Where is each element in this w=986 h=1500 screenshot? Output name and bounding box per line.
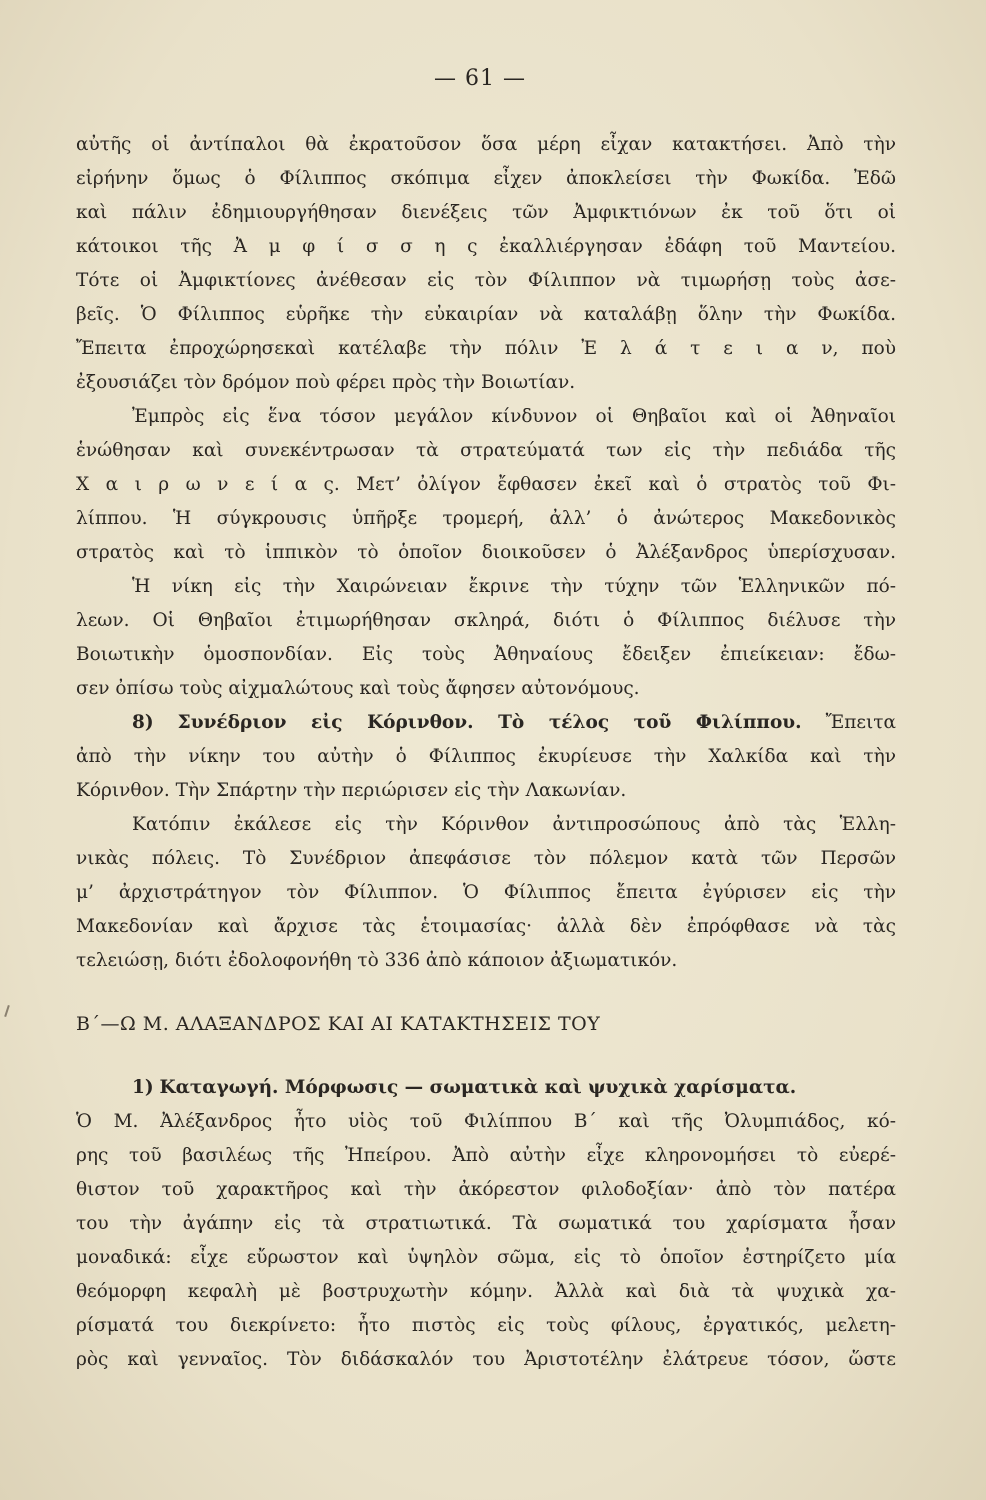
text-line: τελειώσῃ, διότι ἐδολοφονήθη τὸ 336 ἀπὸ κάποιον ἀξιωματικόν. (76, 950, 678, 971)
section-heading-8 (76, 706, 896, 740)
text-line: κάτοικοι τῆς Ἀ μ φ ί σ σ η ς ἐκαλλιέργησαν ἐδάφη τοῦ Μαντείου. (76, 236, 896, 257)
text-line: ρίσματά του διεκρίνετο: ἦτο πιστὸς εἰς τοὺς φίλους, ἐργατικός, μελετη- (76, 1315, 896, 1336)
heading-title: Καταγωγή. Μόρφωσις — σωματικὰ καὶ ψυχικὰ χαρίσματα. (159, 1077, 797, 1098)
text-line: Ὁ Μ. Ἀλέξανδρος ἦτο υἱὸς τοῦ Φιλίππου Β΄ καὶ τῆς Ὀλυμπιάδος, κό- (76, 1111, 896, 1132)
text-line: νικὰς πόλεις. Τὸ Συνέδριον ἀπεφάσισε τὸν πόλεμον κατὰ τῶν Περσῶν (76, 848, 896, 869)
text-line: ἑνώθησαν καὶ συνεκέντρωσαν τὰ στρατεύματά των εἰς τὴν πεδιάδα τῆς (76, 440, 896, 461)
heading-title: Συνέδριον εἰς Κόρινθον. Τὸ τέλος τοῦ Φιλίππου. (177, 712, 802, 733)
text-line: μ’ ἀρχιστράτηγον τὸν Φίλιππον. Ὁ Φίλιππος ἔπειτα ἐγύρισεν εἰς τὴν (76, 882, 896, 903)
text-section-macedonian-expansion (76, 128, 896, 978)
text-line: ἀπὸ τὴν νίκην του αὐτὴν ὁ Φίλιππος ἐκυρίευσε τὴν Χαλκίδα καὶ τὴν (76, 746, 896, 767)
text-line: θιστον τοῦ χαρακτῆρος καὶ τὴν ἀκόρεστον φιλοδοξίαν· ἀπὸ τὸν πατέρα (76, 1179, 896, 1200)
chapter-title: Β΄—Ω Μ. ΑΛΑΞΑΝΔΡΟΣ ΚΑΙ ΑΙ ΚΑΤΑΚΤΗΣΕΙΣ ΤΟΥ (76, 1013, 601, 1035)
text-line: αὐτῆς οἱ ἀντίπαλοι θὰ ἐκρατοῦσον ὅσα μέρη εἶχαν κατακτήσει. Ἀπὸ τὴν (76, 134, 896, 155)
text-line: Χ α ι ρ ω ν ε ί α ς. Μετ’ ὀλίγον ἔφθασεν ἐκεῖ καὶ ὁ στρατὸς τοῦ Φι- (76, 474, 896, 495)
heading-continuation: Ἔπειτα (825, 712, 896, 733)
text-line: Μακεδονίαν καὶ ἄρχισε τὰς ἑτοιμασίας· ἀλλὰ δὲν ἐπρόφθασε νὰ τὰς (76, 916, 896, 937)
text-line: Κατόπιν ἐκάλεσε εἰς τὴν Κόρινθον ἀντιπροσώπους ἀπὸ τὰς Ἑλλη- (132, 814, 896, 835)
text-line: μοναδικά: εἶχε εὔρωστον καὶ ὑψηλὸν σῶμα, εἰς τὸ ὁποῖον ἐστηρίζετο μία (76, 1247, 896, 1268)
text-line: Ἡ νίκη εἰς τὴν Χαιρώνειαν ἔκρινε τὴν τύχην τῶν Ἑλληνικῶν πό- (132, 576, 896, 597)
text-line: σεν ὀπίσω τοὺς αἰχμαλώτους καὶ τοὺς ἄφησεν αὐτονόμους. (76, 678, 640, 699)
text-line: Τότε οἱ Ἀμφικτίονες ἀνέθεσαν εἰς τὸν Φίλιππον νὰ τιμωρήσῃ τοὺς ἀσε- (76, 270, 896, 291)
text-line: στρατὸς καὶ τὸ ἱππικὸν τὸ ὁποῖον διοικοῦσεν ὁ Ἀλέξανδρος ὑπερίσχυσαν. (76, 542, 896, 563)
text-line: βεῖς. Ὁ Φίλιππος εὑρῆκε τὴν εὐκαιρίαν νὰ καταλάβῃ ὅλην τὴν Φωκίδα. (76, 304, 896, 325)
text-line: Ἔπειτα ἐπροχώρησεκαὶ κατέλαβε τὴν πόλιν Ἐ λ ά τ ε ι α ν, ποὺ (76, 338, 896, 359)
text-line: Βοιωτικὴν ὁμοσπονδίαν. Εἰς τοὺς Ἀθηναίους ἔδειξεν ἐπιείκειαν: ἔδω- (76, 644, 896, 665)
margin-mark (4, 1005, 10, 1017)
text-line: καὶ πάλιν ἐδημιουργήθησαν διενέξεις τῶν Ἀμφικτιόνων ἐκ τοῦ ὅτι οἱ (76, 202, 896, 223)
text-line: ρης τοῦ βασιλέως τῆς Ἠπείρου. Ἀπὸ αὐτὴν εἶχε κληρονομήσει τὸ εὐερέ- (76, 1145, 896, 1166)
text-line: θεόμορφη κεφαλὴ μὲ βοστρυχωτὴν κόμην. Ἀλλὰ καὶ διὰ τὰ ψυχικὰ χα- (76, 1281, 896, 1302)
text-line: λίππου. Ἡ σύγκρουσις ὑπῆρξε τρομερή, ἀλλ’ ὁ ἀνώτερος Μακεδονικὸς (76, 508, 896, 529)
text-line: του τὴν ἀγάπην εἰς τὰ στρατιωτικά. Τὰ σωματικά του χαρίσματα ἦσαν (76, 1213, 896, 1234)
text-line: εἰρήνην ὅμως ὁ Φίλιππος σκόπιμα εἶχεν ἀποκλείσει τὴν Φωκίδα. Ἐδῶ (76, 168, 896, 189)
heading-number: 1) (132, 1077, 154, 1098)
text-section-alexander (76, 1071, 896, 1377)
page-number: — 61 — (434, 66, 526, 91)
text-line: ρὸς καὶ γενναῖος. Τὸν διδάσκαλόν του Ἀριστοτέλην ἐλάτρευε τόσον, ὥστε (76, 1349, 896, 1370)
text-line: Κόρινθον. Τὴν Σπάρτην τὴν περιώρισεν εἰς τὴν Λακωνίαν. (76, 780, 627, 801)
section-heading-1 (76, 1071, 896, 1105)
text-line: λεων. Οἱ Θηβαῖοι ἐτιμωρήθησαν σκληρά, διότι ὁ Φίλιππος διέλυσε τὴν (76, 610, 896, 631)
text-line: Ἐμπρὸς εἰς ἕνα τόσον μεγάλον κίνδυνον οἱ Θηβαῖοι καὶ οἱ Ἀθηναῖοι (132, 406, 896, 427)
text-line: ἐξουσιάζει τὸν δρόμον ποὺ φέρει πρὸς τὴν Βοιωτίαν. (76, 372, 576, 393)
heading-number: 8) (132, 712, 154, 733)
